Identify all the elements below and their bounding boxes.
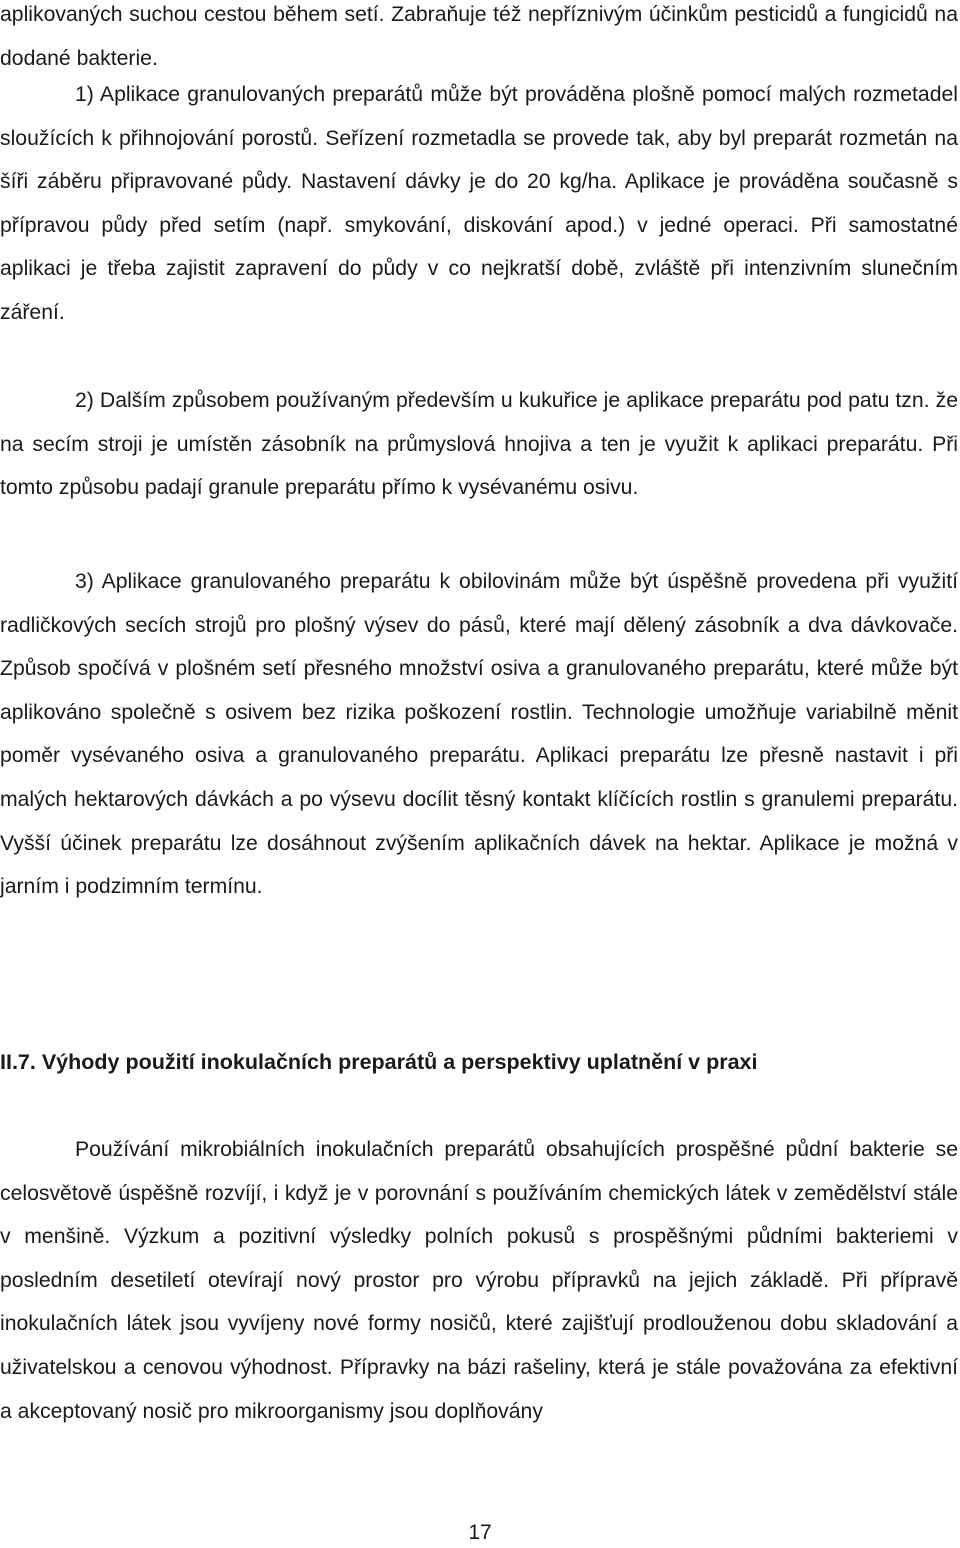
- intro-paragraph: aplikovaných suchou cestou během setí. Zabraňuje též nepříznivým účinkům pesticidů a fungicidů na dodané bakterie.: [0, 3, 958, 70]
- application-method-2-paragraph: 2) Dalším způsobem používaným především u kukuřice je aplikace preparátu pod patu tzn. že na secím stroji je umístěn zásobník na průmyslová hnojiva a ten je využit k aplikaci preparátu. Při tomto způsobu padají granule preparátu přímo k vysévanému osivu.: [0, 389, 958, 500]
- application-method-1-paragraph: 1) Aplikace granulovaných preparátů může být prováděna plošně pomocí malých rozmetadel sloužících k přihnojování porostů. Seřízení rozmetadla se provede tak, aby byl preparát rozmetán na šíři záběru připravované půdy. Nastavení dávky je do 20 kg/ha. Aplikace je prováděna současně s přípravou půdy před setím (např. smykování, diskování apod.) v jedné operaci. Při samostatné aplikaci je třeba zajistit zapravení do půdy v co nejkratší době, zvláště při intenzivním slunečním záření.: [0, 83, 958, 324]
- page-number: 17: [468, 1521, 492, 1544]
- application-method-3-paragraph: 3) Aplikace granulovaného preparátu k obilovinám může být úspěšně provedena při využití radličkových secích strojů pro plošný výsev do pásů, které mají dělený zásobník a dva dávkovače. Způsob spočívá v plošném setí přesného množství osiva a granulovaného preparátu, které může být aplikováno společně s osivem bez rizika poškození rostlin. Technologie umožňuje variabilně měnit poměr vysévaného osiva a granulovaného preparátu. Aplikaci preparátu lze přesně nastavit i při malých hektarových dávkách a po výsevu docílit těsný kontakt klíčících rostlin s granulemi preparátu. Vyšší účinek preparátu lze dosáhnout zvýšením aplikačních dávek na hektar. Aplikace je možná v jarním i podzimním termínu.: [0, 570, 958, 899]
- section-heading: II.7. Výhody použití inokulačních preparátů a perspektivy uplatnění v praxi: [0, 1050, 758, 1074]
- inoculation-paragraph: Používání mikrobiálních inokulačních preparátů obsahujících prospěšné půdní bakterie se celosvětově úspěšně rozvíjí, i když je v porovnání s používáním chemických látek v zemědělství stále v menšině. Výzkum a pozitivní výsledky polních pokusů s prospěšnými půdními bakteriemi v posledním desetiletí otevírají nový prostor pro výrobu přípravků na jejich základě. Při přípravě inokulačních látek jsou vyvíjeny nové formy nosičů, které zajišťují prodlouženou dobu skladování a uživatelskou a cenovou výhodnost. Přípravky na bázi rašeliny, která je stále považována za efektivní a akceptovaný nosič pro mikroorganismy jsou doplňovány: [0, 1138, 958, 1423]
